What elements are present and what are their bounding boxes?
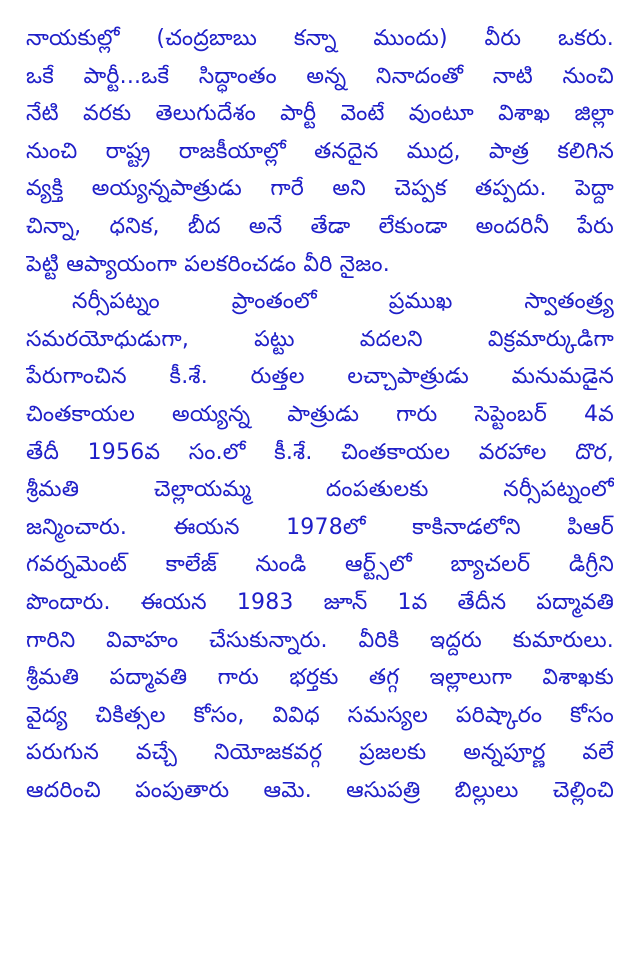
text-line: చిన్నా, ధనిక, బీద అనే తేడా లేకుండా అందరినీ పేరు [26, 213, 614, 239]
text-line: పేరుగాంచిన కీ.శే. రుత్తల లచ్చాపాత్రుడు మనుమడైన [26, 364, 614, 390]
text-line: తేదీ 1956వ సం.లో కీ.శే. చింతకాయల వరహాల దొర, [26, 439, 614, 465]
text-line: చింతకాయల అయ్యన్న పాత్రుడు గారు సెప్టెంబర్ 4వ [26, 401, 614, 427]
text-line: శ్రీమతి చెల్లాయమ్మ దంపతులకు నర్సీపట్నంలో [26, 477, 614, 503]
text-line: జన్మించారు. ఈయన 1978లో కాకినాడలోని పిఆర్ [26, 514, 614, 540]
text-line: పొందారు. ఈయన 1983 జూన్ 1వ తేదీన పద్మావతి [26, 589, 614, 615]
text-line: గవర్నమెంట్ కాలేజ్ నుండి ఆర్ట్స్‌లో బ్యాచలర్ డిగ్రీని [26, 552, 614, 578]
text-line: ఒకే పార్టీ...ఒకే సిద్ధాంతం అన్న నినాదంతో నాటి నుంచి [26, 63, 614, 89]
text-line: సమరయోధుడుగా, పట్టు వదలని విక్రమార్కుడిగా [26, 326, 614, 352]
text-line: నేటి వరకు తెలుగుదేశం పార్టీ వెంటే వుంటూ విశాఖ జిల్లా [26, 101, 614, 127]
text-line: నుంచి రాష్ట్ర రాజకీయాల్లో తనదైన ముద్ర, పాత్ర కలిగిన [26, 138, 614, 164]
text-line: వైద్య చికిత్సల కోసం, వివిధ సమస్యల పరిష్కారం కోసం [26, 702, 614, 728]
text-line: శ్రీమతి పద్మావతి గారు భర్తకు తగ్గ ఇల్లాలుగా విశాఖకు [26, 665, 614, 691]
paragraph-1 [26, 20, 614, 283]
text-line: ఆదరించి పంపుతారు ఆమె. ఆసుపత్రి బిల్లులు చెల్లించి [26, 777, 614, 803]
paragraph-2 [26, 283, 614, 809]
text-line: పరుగున వచ్చే నియోజకవర్గ ప్రజలకు అన్నపూర్ణ వలే [26, 740, 614, 766]
text-line: నాయకుల్లో (చంద్రబాబు కన్నా ముందు) వీరు ఒకరు. [26, 26, 614, 51]
text-line: నర్సీపట్నం ప్రాంతంలో ప్రముఖ స్వాతంత్ర్య [72, 289, 614, 315]
text-line: వ్యక్తి అయ్యన్నపాత్రుడు గారే అని చెప్పక తప్పదు. పెద్దా [26, 176, 614, 202]
text-line: గారిని వివాహం చేసుకున్నారు. వీరికి ఇద్దరు కుమారులు. [26, 627, 614, 653]
text-line: పెట్టి ఆప్యాయంగా పలకరించడం వీరి నైజం. [26, 251, 390, 277]
